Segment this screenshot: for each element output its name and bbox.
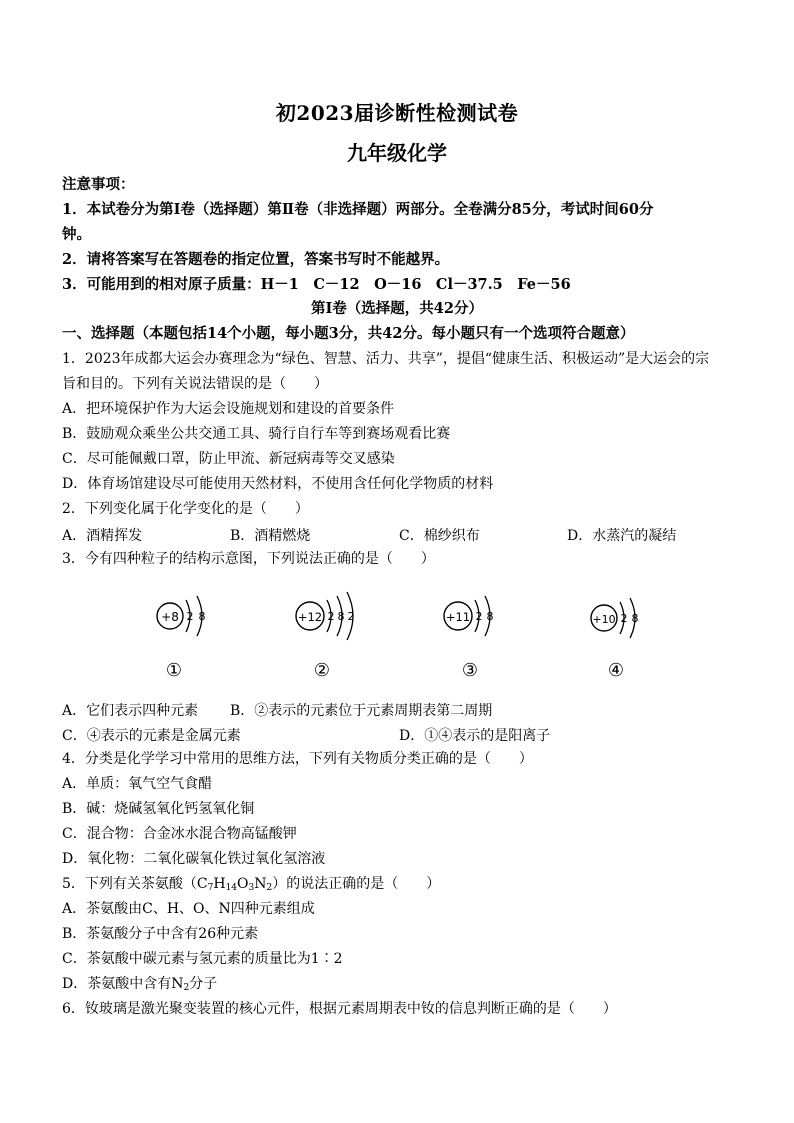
notes-heading: 注意事项： [62,176,135,193]
q3-option-b: B．②表示的元素位于元素周期表第二周期 [230,703,493,719]
note-1-line-a: 1．本试卷分为第Ⅰ卷（选择题）第Ⅱ卷（非选择题）两部分。全卷满分85分，考试时间60分 [62,201,654,218]
atom-2-nucleus: +12 [297,610,323,624]
section-title: 第Ⅰ卷（选择题，共42分） [311,300,483,317]
q4-option-b: B．碱：烧碱氢氧化钙氢氧化铜 [62,801,255,817]
atom-3-label: ③ [461,660,479,681]
q4-stem: 4．分类是化学学习中常用的思维方法，下列有关物质分类正确的是（ ） [62,751,533,767]
note-3: 3．可能用到的相对原子质量：H－1 C－12 O－16 Cl－37.5 Fe－56 [62,276,571,293]
atom-diagram-2 [284,582,374,686]
q5-option-b: B．茶氨酸分子中含有26种元素 [62,926,259,942]
atom-diagram-1 [140,582,230,686]
atom-1-shell-2: 8 [198,610,206,623]
q5-option-c: C．茶氨酸中碳元素与氢元素的质量比为1∶2 [62,951,343,967]
q1-stem-a: 1．2023年成都大运会办赛理念为“绿色、智慧、活力、共享”，提倡“健康生活、积极运动”是大运会的宗 [62,351,710,367]
atom-1-shell-1: 2 [186,610,194,623]
q2-option-c: C．棉纱织布 [399,528,480,544]
atom-4-label: ④ [607,660,625,681]
q6-stem: 6．钕玻璃是激光聚变装置的核心元件，根据元素周期表中钕的信息判断正确的是（ ） [62,1001,617,1017]
q1-option-d: D．体育场馆建设尽可能使用天然材料，不使用含任何化学物质的材料 [62,476,494,492]
atom-3-shell-2: 8 [486,610,494,623]
exam-title: 初2023届诊断性检测试卷 [275,101,519,125]
atom-1-nucleus: +8 [161,610,179,624]
q3-option-d: D．①④表示的是阳离子 [399,728,551,744]
q2-option-a: A．酒精挥发 [62,528,143,544]
q4-option-d: D．氧化物：二氧化碳氧化铁过氧化氢溶液 [62,851,326,867]
q3-option-c: C．④表示的元素是金属元素 [62,728,241,744]
atom-4-nucleus: +10 [592,613,616,626]
atom-2-shell-3: 2 [347,610,355,623]
q5-option-a: A．茶氨酸由C、H、O、N四种元素组成 [62,901,315,917]
q1-option-c: C．尽可能佩戴口罩，防止甲流、新冠病毒等交叉感染 [62,451,395,467]
atom-3-shell-1: 2 [475,610,483,623]
atom-3-nucleus: +11 [445,610,471,624]
note-2: 2．请将答案写在答题卷的指定位置，答案书写时不能越界。 [62,251,450,268]
q4-option-c: C．混合物：合金冰水混合物高锰酸钾 [62,826,297,842]
atom-diagram-3 [430,582,520,686]
atom-4-shell-1: 2 [620,612,628,625]
atom-2-shell-1: 2 [327,610,335,623]
q3-stem: 3．今有四种粒子的结构示意图，下列说法正确的是（ ） [62,551,435,567]
atom-diagram-4 [580,582,670,686]
q1-option-b: B．鼓励观众乘坐公共交通工具、骑行自行车等到赛场观看比赛 [62,426,451,442]
q2-option-d: D．水蒸汽的凝结 [567,528,677,544]
q2-option-b: B．酒精燃烧 [230,528,311,544]
q4-option-a: A．单质：氧气空气食醋 [62,776,213,792]
q1-stem-b: 旨和目的。下列有关说法错误的是（ ） [62,376,328,392]
exam-subject: 九年级化学 [347,141,447,165]
q5-option-d: D．茶氨酸中含有$N_2$分子 [62,976,218,993]
note-1-line-b: 钟。 [62,226,91,243]
part1-title: 一、选择题（本题包括14个小题，每小题3分，共42分。每小题只有一个选项符合题意） [62,325,635,342]
q5-stem: 5．下列有关茶氨酸$(C_7H_{14}O_3N_2)$的说法正确的是（ ） [62,876,441,893]
atom-2-shell-2: 8 [337,610,345,623]
atom-4-shell-2: 8 [631,612,639,625]
q3-option-a: A．它们表示四种元素 [62,703,199,719]
q2-stem: 2．下列变化属于化学变化的是（ ） [62,501,309,517]
atom-2-label: ② [313,660,331,681]
atom-1-label: ① [165,660,183,681]
q1-option-a: A．把环境保护作为大运会设施规划和建设的首要条件 [62,401,395,417]
